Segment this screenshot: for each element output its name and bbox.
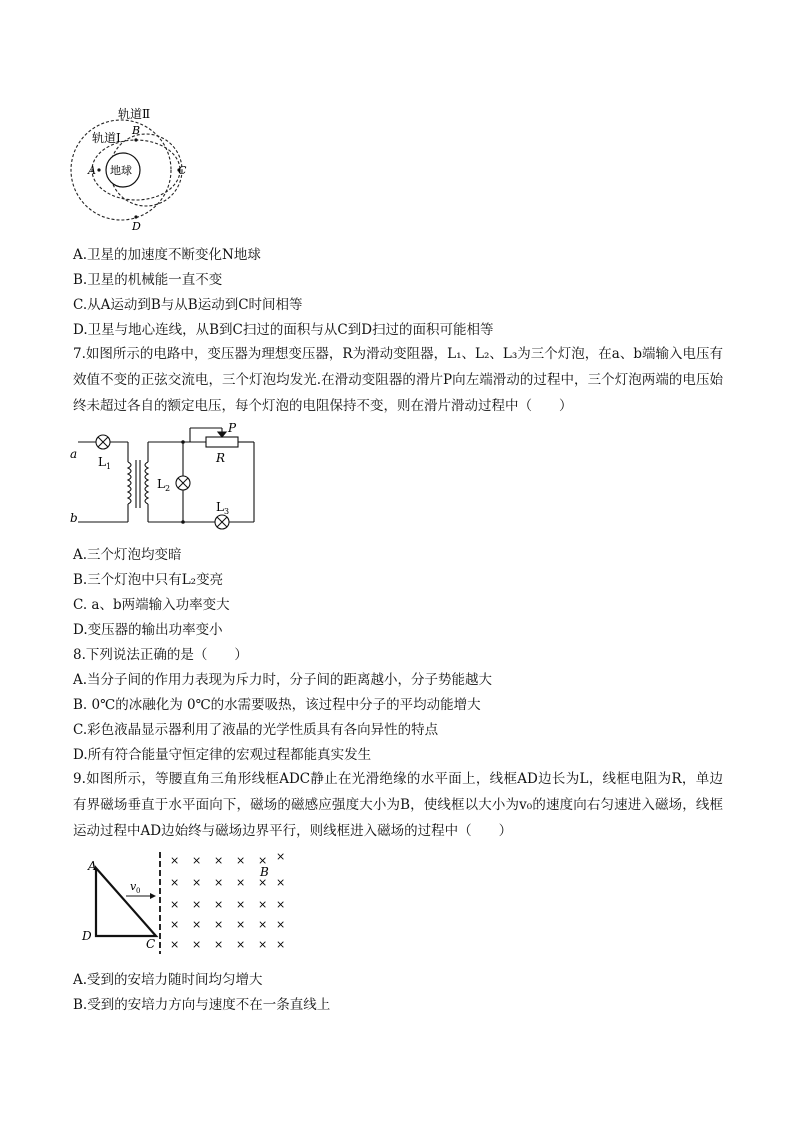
circuit-diagram [66, 418, 266, 536]
field-cross: × [192, 938, 202, 951]
field-cross: × [258, 876, 268, 889]
vertex-d-label: D [82, 929, 92, 943]
terminal-b-label: b [70, 511, 78, 525]
velocity-sub: 0 [136, 887, 141, 895]
lamp-l3-label: L [216, 500, 224, 514]
field-cross: × [258, 918, 268, 931]
field-cross: × [276, 898, 286, 911]
field-cross: × [170, 876, 180, 889]
field-cross: × [192, 898, 202, 911]
field-cross: × [236, 854, 246, 867]
q6-option-a: A.卫星的加速度不断变化N地球 [73, 247, 261, 263]
orbit-1-label: 轨道Ⅰ [92, 131, 121, 145]
field-cross: × [192, 918, 202, 931]
field-cross: × [192, 854, 202, 867]
field-cross: × [276, 850, 286, 863]
q6-option-c: C.从A运动到B与从B运动到C时间相等 [73, 297, 303, 313]
field-b-label: B [260, 865, 269, 879]
field-cross: × [214, 876, 224, 889]
resistor-r-label: R [216, 451, 226, 465]
q9-option-a: A.受到的安培力随时间均匀增大 [73, 972, 263, 988]
terminal-a-label: a [70, 447, 78, 461]
q7-option-c: C. a、b两端输入功率变大 [73, 597, 230, 613]
magnetic-field-diagram [78, 850, 288, 958]
vertex-c-label: C [146, 937, 156, 951]
q9-stem: 9.如图所示，等腰直角三角形线框ADC静止在光滑绝缘的水平面上，线框AD边长为L，线框电阻为R，单边有界磁场垂直于水平面向下，磁场的磁感应强度大小为B，使线框以大小为v₀的速度向右匀速进入磁场，线框运动过程中AD边始终与磁场边界平行，则线框进入磁场的过程中（ ） [73, 771, 723, 839]
lamp-l1-sub: 1 [106, 462, 112, 471]
field-cross: × [214, 938, 224, 951]
q8-option-a: A.当分子间的作用力表现为斥力时，分子间的距离越小，分子势能越大 [73, 672, 493, 688]
q7-stem: 7.如图所示的电路中，变压器为理想变压器，R为滑动变阻器，L₁、L₂、L₃为三个灯泡，在a、b端输入电压有效值不变的正弦交流电，三个灯泡均发光.在滑动变阻器的滑片P向左端滑动的过程中，三个灯泡两端的电压始终未超过各自的额定电压，每个灯泡的电阻保持不变，则在滑片滑动过程中（ ） [73, 346, 723, 414]
orbit-2-label: 轨道Ⅱ [118, 107, 151, 121]
lamp-l2-label: L [157, 477, 165, 491]
orbit-diagram [66, 102, 196, 234]
q7-option-d: D.变压器的输出功率变小 [73, 622, 223, 638]
q6-option-b: B.卫星的机械能一直不变 [73, 272, 223, 288]
q8-option-d: D.所有符合能量守恒定律的宏观过程都能真实发生 [73, 747, 372, 763]
field-cross: × [236, 876, 246, 889]
field-cross: × [258, 898, 268, 911]
q8-option-b: B. 0℃的冰融化为 0℃的水需要吸热，该过程中分子的平均动能增大 [73, 697, 481, 713]
q8-stem: 8.下列说法正确的是（ ） [73, 647, 248, 663]
lamp-l1-label: L [98, 455, 106, 469]
lamp-l2-sub: 2 [165, 484, 171, 493]
field-cross: × [236, 918, 246, 931]
field-cross: × [236, 938, 246, 951]
slider-p-label: P [228, 421, 237, 435]
q7-option-a: A.三个灯泡均变暗 [73, 547, 182, 563]
q8-option-c: C.彩色液晶显示器利用了液晶的光学性质具有各向异性的特点 [73, 722, 439, 738]
field-cross: × [258, 938, 268, 951]
lamp-l3-sub: 3 [224, 507, 230, 516]
vertex-a-label: A [88, 859, 97, 873]
field-cross: × [170, 938, 180, 951]
q6-option-d: D.卫星与地心连线，从B到C扫过的面积与从C到D扫过的面积可能相等 [73, 322, 494, 338]
point-a-label: A [88, 164, 96, 177]
point-d-label: D [132, 220, 141, 233]
triangle-frame [96, 868, 156, 936]
velocity-label: v [130, 880, 137, 893]
earth-label: 地球 [110, 164, 132, 177]
point-c-label: C [178, 164, 187, 177]
field-cross: × [276, 938, 286, 951]
field-cross: × [276, 876, 286, 889]
q7-option-b: B.三个灯泡中只有L₂变亮 [73, 572, 224, 588]
field-cross: × [214, 918, 224, 931]
field-cross: × [170, 854, 180, 867]
field-cross: × [258, 854, 268, 867]
field-cross: × [170, 898, 180, 911]
q9-option-b: B.受到的安培力方向与速度不在一条直线上 [73, 997, 331, 1013]
field-cross: × [236, 898, 246, 911]
point-b-label: B [132, 124, 141, 137]
field-cross: × [214, 854, 224, 867]
field-cross: × [276, 918, 286, 931]
field-cross: × [192, 876, 202, 889]
field-cross: × [170, 918, 180, 931]
field-cross: × [214, 898, 224, 911]
